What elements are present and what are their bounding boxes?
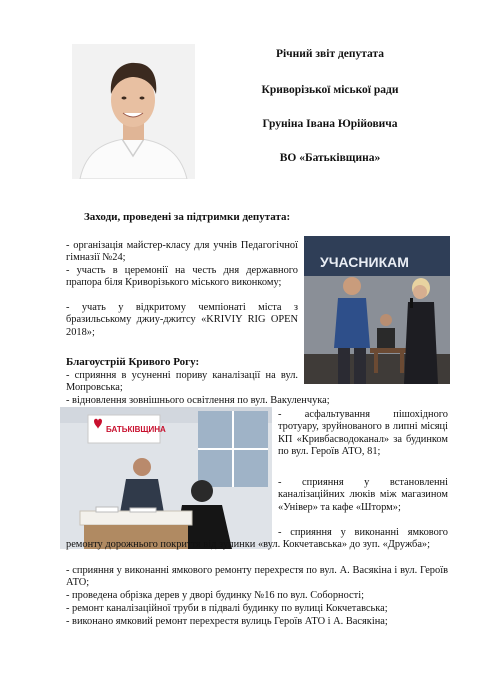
events-heading: Заходи, проведені за підтримки депутата: [84, 211, 291, 223]
improvement-item-2: - відновлення зовнішнього освітлення по вул. Вакуленчука; [66, 395, 330, 406]
improvement-item-8: - ремонт каналізаційної труби в підвалі будинку по вулиці Кокчетавська; [66, 603, 388, 614]
title-line-1: Річний звіт депутата [275, 48, 385, 60]
event-item-3: - учать у відкритому чемпіонаті міста з бразильському джиу-джитсу «KRIVIY RIG OPEN 2018»; [66, 302, 298, 338]
event-ceremony-photo [304, 236, 450, 384]
office-banner-text: БАТЬКІВЩИНА [106, 425, 166, 434]
improvement-item-6: - сприяння у виконанні ямкового ремонту перехрестя по вул. А. Васякіна і вул. Героїв АТО; [66, 565, 448, 589]
event-item-2: - участь в церемонії на честь дня державного прапора біля Криворізького міського виконкому; [66, 265, 298, 289]
improvement-item-9: - виконано ямковий ремонт перехрестя вулиць Героїв АТО і А. Васякіна; [66, 616, 388, 627]
title-line-2: Криворізької міської ради [261, 84, 399, 96]
improvement-item-5: - сприяння у виконанні ямкового ремонту дорожнього покриття від зупинки «вул. Кокчетавська» до зуп. «Дружба»; [66, 527, 448, 551]
improvement-item-3: - асфальтування пішохідного тротуару, зруйнованого в липні місяці КП «Кривбасводоканал» за будинком по вул. Героїв АТО, 81; [278, 409, 448, 458]
improvement-item-4: - сприяння у встановленні каналізаційних люків між магазином «Універ» та кафе «Шторм»; [278, 477, 448, 513]
title-line-3: Груніна Івана Юрійовича [262, 118, 398, 130]
improvement-item-1: - сприяння в усуненні пориву каналізації на вул. Мопровська; [66, 370, 298, 394]
title-line-4: ВО «Батьківщина» [279, 152, 381, 164]
event-illustration [304, 236, 450, 384]
deputy-portrait-photo [72, 44, 195, 179]
portrait-illustration [72, 44, 195, 179]
improvement-item-7: - проведена обрізка дерев у дворі будинку №16 по вул. Соборності; [66, 590, 364, 601]
event-item-1: - організація майстер-класу для учнів Педагогічної гімназії №24; [66, 240, 298, 264]
event-banner-text: УЧАСНИКАМ [320, 254, 409, 270]
improvement-heading: Благоустрій Кривого Рогу: [66, 356, 200, 368]
